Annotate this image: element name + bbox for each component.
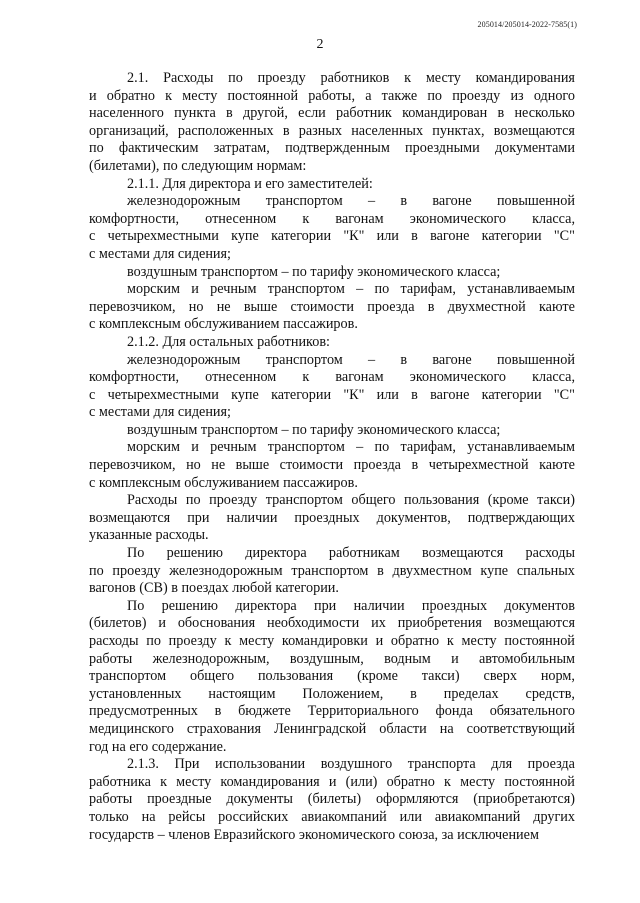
paragraph [89, 756, 575, 844]
paragraph [89, 334, 575, 352]
paragraph-line: вагонов (СВ) в поездах любой категории. [89, 580, 339, 597]
paragraph [89, 352, 575, 422]
paragraph [89, 439, 575, 492]
paragraph-line: медицинского страхования Ленинградской области на соответствующий [89, 720, 575, 737]
paragraph-line: расходы по проезду к месту командировки и обратно к месту постоянной [89, 633, 575, 649]
paragraph-line: транспортом общего пользования (кроме такси) сверх норм, [89, 668, 575, 685]
paragraph-line: По решению директора при наличии проездных документов [127, 597, 575, 614]
paragraph-line: перевозчиком, но не выше стоимости проезда в двухместной каюте [89, 298, 575, 315]
paragraph-line: организаций, расположенных в разных населенных пунктах, возмещаются [89, 122, 575, 139]
paragraph-line: (билетов) и обоснования необходимости их приобретения возмещаются [89, 615, 575, 632]
paragraph [89, 422, 575, 440]
paragraph [89, 545, 575, 598]
paragraph-line: с комплексным обслуживанием пассажиров. [89, 474, 358, 491]
document-id: 205014/205014-2022-7585(1) [477, 20, 577, 29]
paragraph-line: государств – членов Евразийского экономического союза, за исключением [89, 826, 539, 843]
paragraph-line: (билетами), по следующим нормам: [89, 157, 307, 174]
paragraph-line: перевозчиком, но не выше стоимости проезда в четырехместной каюте [89, 457, 575, 474]
paragraph-line: железнодорожным транспортом – в вагоне повышенной [127, 193, 575, 210]
document-body [89, 70, 575, 844]
paragraph-line: работы проездные документы (билеты) оформляются (приобретаются) [89, 791, 575, 808]
paragraph-line: по фактическим затратам, подтвержденным проездными документами [89, 140, 575, 157]
paragraph-line: комфортности, отнесенном к вагонам экономического класса, [89, 210, 575, 227]
paragraph [89, 193, 575, 263]
paragraph-line: и обратно к месту постоянной работы, а также по проезду из одного [89, 87, 575, 104]
paragraph-line: с комплексным обслуживанием пассажиров. [89, 316, 358, 333]
paragraph [89, 70, 575, 176]
paragraph-line: морским и речным транспортом – по тарифам, устанавливаемым [127, 281, 575, 298]
paragraph-line: работы железнодорожным, воздушным, водным и автомобильным [89, 650, 575, 667]
paragraph-line: морским и речным транспортом – по тарифам, устанавливаемым [127, 439, 575, 456]
paragraph-line: воздушным транспортом – по тарифу экономического класса; [127, 421, 501, 438]
paragraph-line: возмещаются при наличии проездных документов, подтверждающих [89, 509, 575, 526]
paragraph-line: По решению директора работникам возмещаются расходы [127, 545, 575, 562]
paragraph-line: 2.1.1. Для директора и его заместителей: [127, 175, 373, 192]
paragraph-line: комфортности, отнесенном к вагонам экономического класса, [89, 369, 575, 386]
paragraph-line: установленных настоящим Положением, в пределах средств, [89, 685, 575, 702]
paragraph [89, 598, 575, 756]
paragraph-line: с местами для сидения; [89, 404, 231, 421]
paragraph-line: 2.1.2. Для остальных работников: [127, 333, 330, 350]
paragraph-line: с четырехместными купе категории "К" или в вагоне категории "С" [89, 228, 575, 245]
paragraph-line: с четырехместными купе категории "К" или в вагоне категории "С" [89, 386, 575, 403]
paragraph-line: населенного пункта в другой, если работник командирован в несколько [89, 105, 575, 122]
paragraph-line: Расходы по проезду транспортом общего пользования (кроме такси) [127, 492, 575, 509]
paragraph [89, 492, 575, 545]
paragraph [89, 281, 575, 334]
page-number: 2 [316, 37, 324, 52]
paragraph-line: только на рейсы российских авиакомпаний или авиакомпаний других [89, 808, 575, 825]
paragraph-line: по проезду железнодорожным транспортом в двухместном купе спальных [89, 562, 575, 579]
paragraph-line: 2.1. Расходы по проезду работников к месту командирования [127, 70, 575, 86]
paragraph-line: год на его содержание. [89, 738, 227, 755]
paragraph [89, 176, 575, 194]
paragraph-line: работника к месту командирования и (или) обратно к месту постоянной [89, 773, 575, 790]
paragraph-line: предусмотренных в бюджете Территориального фонда обязательного [89, 703, 575, 720]
paragraph [89, 264, 575, 282]
paragraph-line: воздушным транспортом – по тарифу экономического класса; [127, 263, 501, 280]
paragraph-line: 2.1.3. При использовании воздушного транспорта для проезда [127, 756, 575, 773]
paragraph-line: с местами для сидения; [89, 245, 231, 262]
paragraph-line: указанные расходы. [89, 527, 209, 544]
paragraph-line: железнодорожным транспортом – в вагоне повышенной [127, 351, 575, 368]
